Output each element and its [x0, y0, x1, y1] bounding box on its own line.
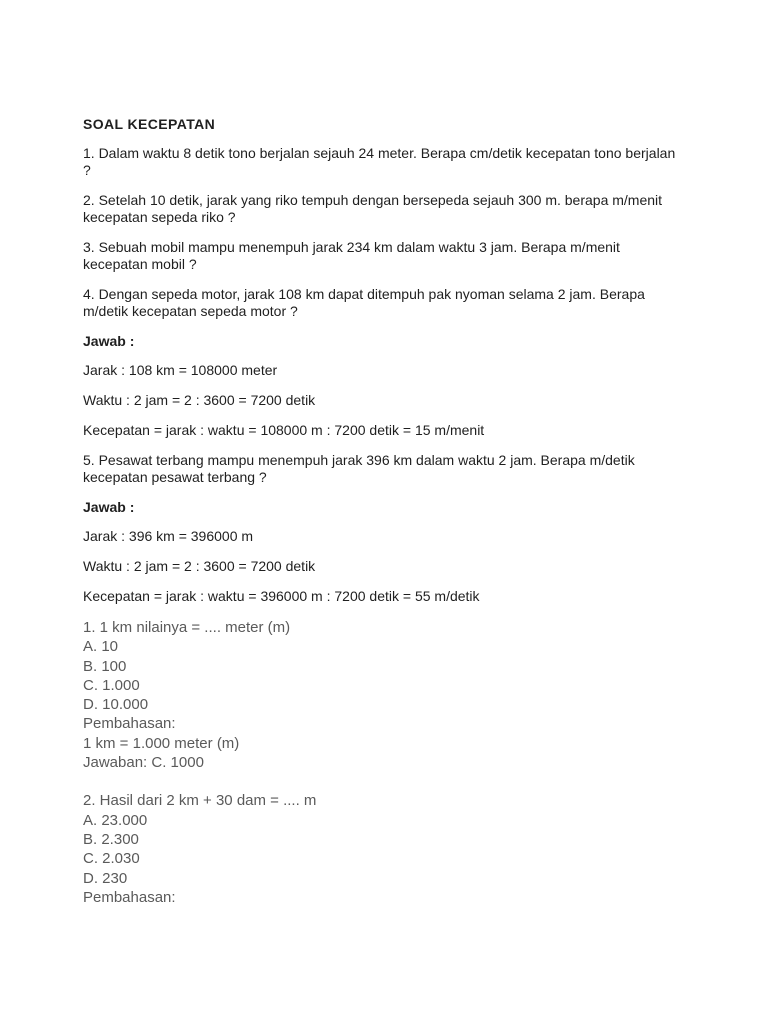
question-4: 4. Dengan sepeda motor, jarak 108 km dapat ditempuh pak nyoman selama 2 jam. Berapa m/detik kecepatan sepeda motor ?	[83, 286, 645, 319]
pembahasan-label: Pembahasan:	[83, 715, 176, 733]
mcq-option: B. 2.300	[83, 830, 139, 848]
answer-label: Jawab :	[83, 499, 135, 515]
mcq-option: A. 23.000	[83, 811, 148, 829]
mcq-option: A. 10	[83, 638, 119, 656]
mcq-question: 1. 1 km nilainya = .... meter (m)	[83, 619, 291, 636]
mcq-question: 2. Hasil dari 2 km + 30 dam = .... m	[83, 792, 317, 810]
question-3: 3. Sebuah mobil mampu menempuh jarak 234 km dalam waktu 3 jam. Berapa m/menit kecepatan mobil ?	[83, 239, 620, 272]
jawaban-text: Jawaban: C. 1000	[83, 754, 204, 772]
document-title: SOAL KECEPATAN	[83, 116, 216, 132]
question-2: 2. Setelah 10 detik, jarak yang riko tempuh dengan bersepeda sejauh 300 m. berapa m/menit kecepatan sepeda riko ?	[83, 192, 663, 225]
answer-waktu: Waktu : 2 jam = 2 : 3600 = 7200 detik	[83, 558, 316, 574]
document-page	[83, 116, 683, 907]
pembahasan-text: 1 km = 1.000 meter (m)	[83, 734, 240, 752]
answer-kecepatan: Kecepatan = jarak : waktu = 108000 m : 7200 detik = 15 m/menit	[83, 422, 485, 438]
answer-label: Jawab :	[83, 333, 135, 349]
mcq-option: C. 1.000	[83, 676, 140, 694]
mcq-option: D. 230	[83, 869, 128, 887]
mcq-option: B. 100	[83, 657, 127, 675]
answer-waktu: Waktu : 2 jam = 2 : 3600 = 7200 detik	[83, 392, 316, 408]
pembahasan-label: Pembahasan:	[83, 888, 176, 906]
answer-kecepatan: Kecepatan = jarak : waktu = 396000 m : 7200 detik = 55 m/detik	[83, 588, 480, 604]
mcq-option: C. 2.030	[83, 850, 140, 868]
question-1: 1. Dalam waktu 8 detik tono berjalan sejauh 24 meter. Berapa cm/detik kecepatan tono berjalan ?	[83, 145, 676, 178]
mcq-block-1	[83, 618, 683, 907]
mcq-option: D. 10.000	[83, 696, 149, 714]
question-5: 5. Pesawat terbang mampu menempuh jarak 396 km dalam waktu 2 jam. Berapa m/detik kecepatan pesawat terbang ?	[83, 452, 635, 485]
answer-jarak: Jarak : 396 km = 396000 m	[83, 528, 254, 544]
answer-jarak: Jarak : 108 km = 108000 meter	[83, 362, 278, 378]
spacer	[83, 772, 683, 791]
